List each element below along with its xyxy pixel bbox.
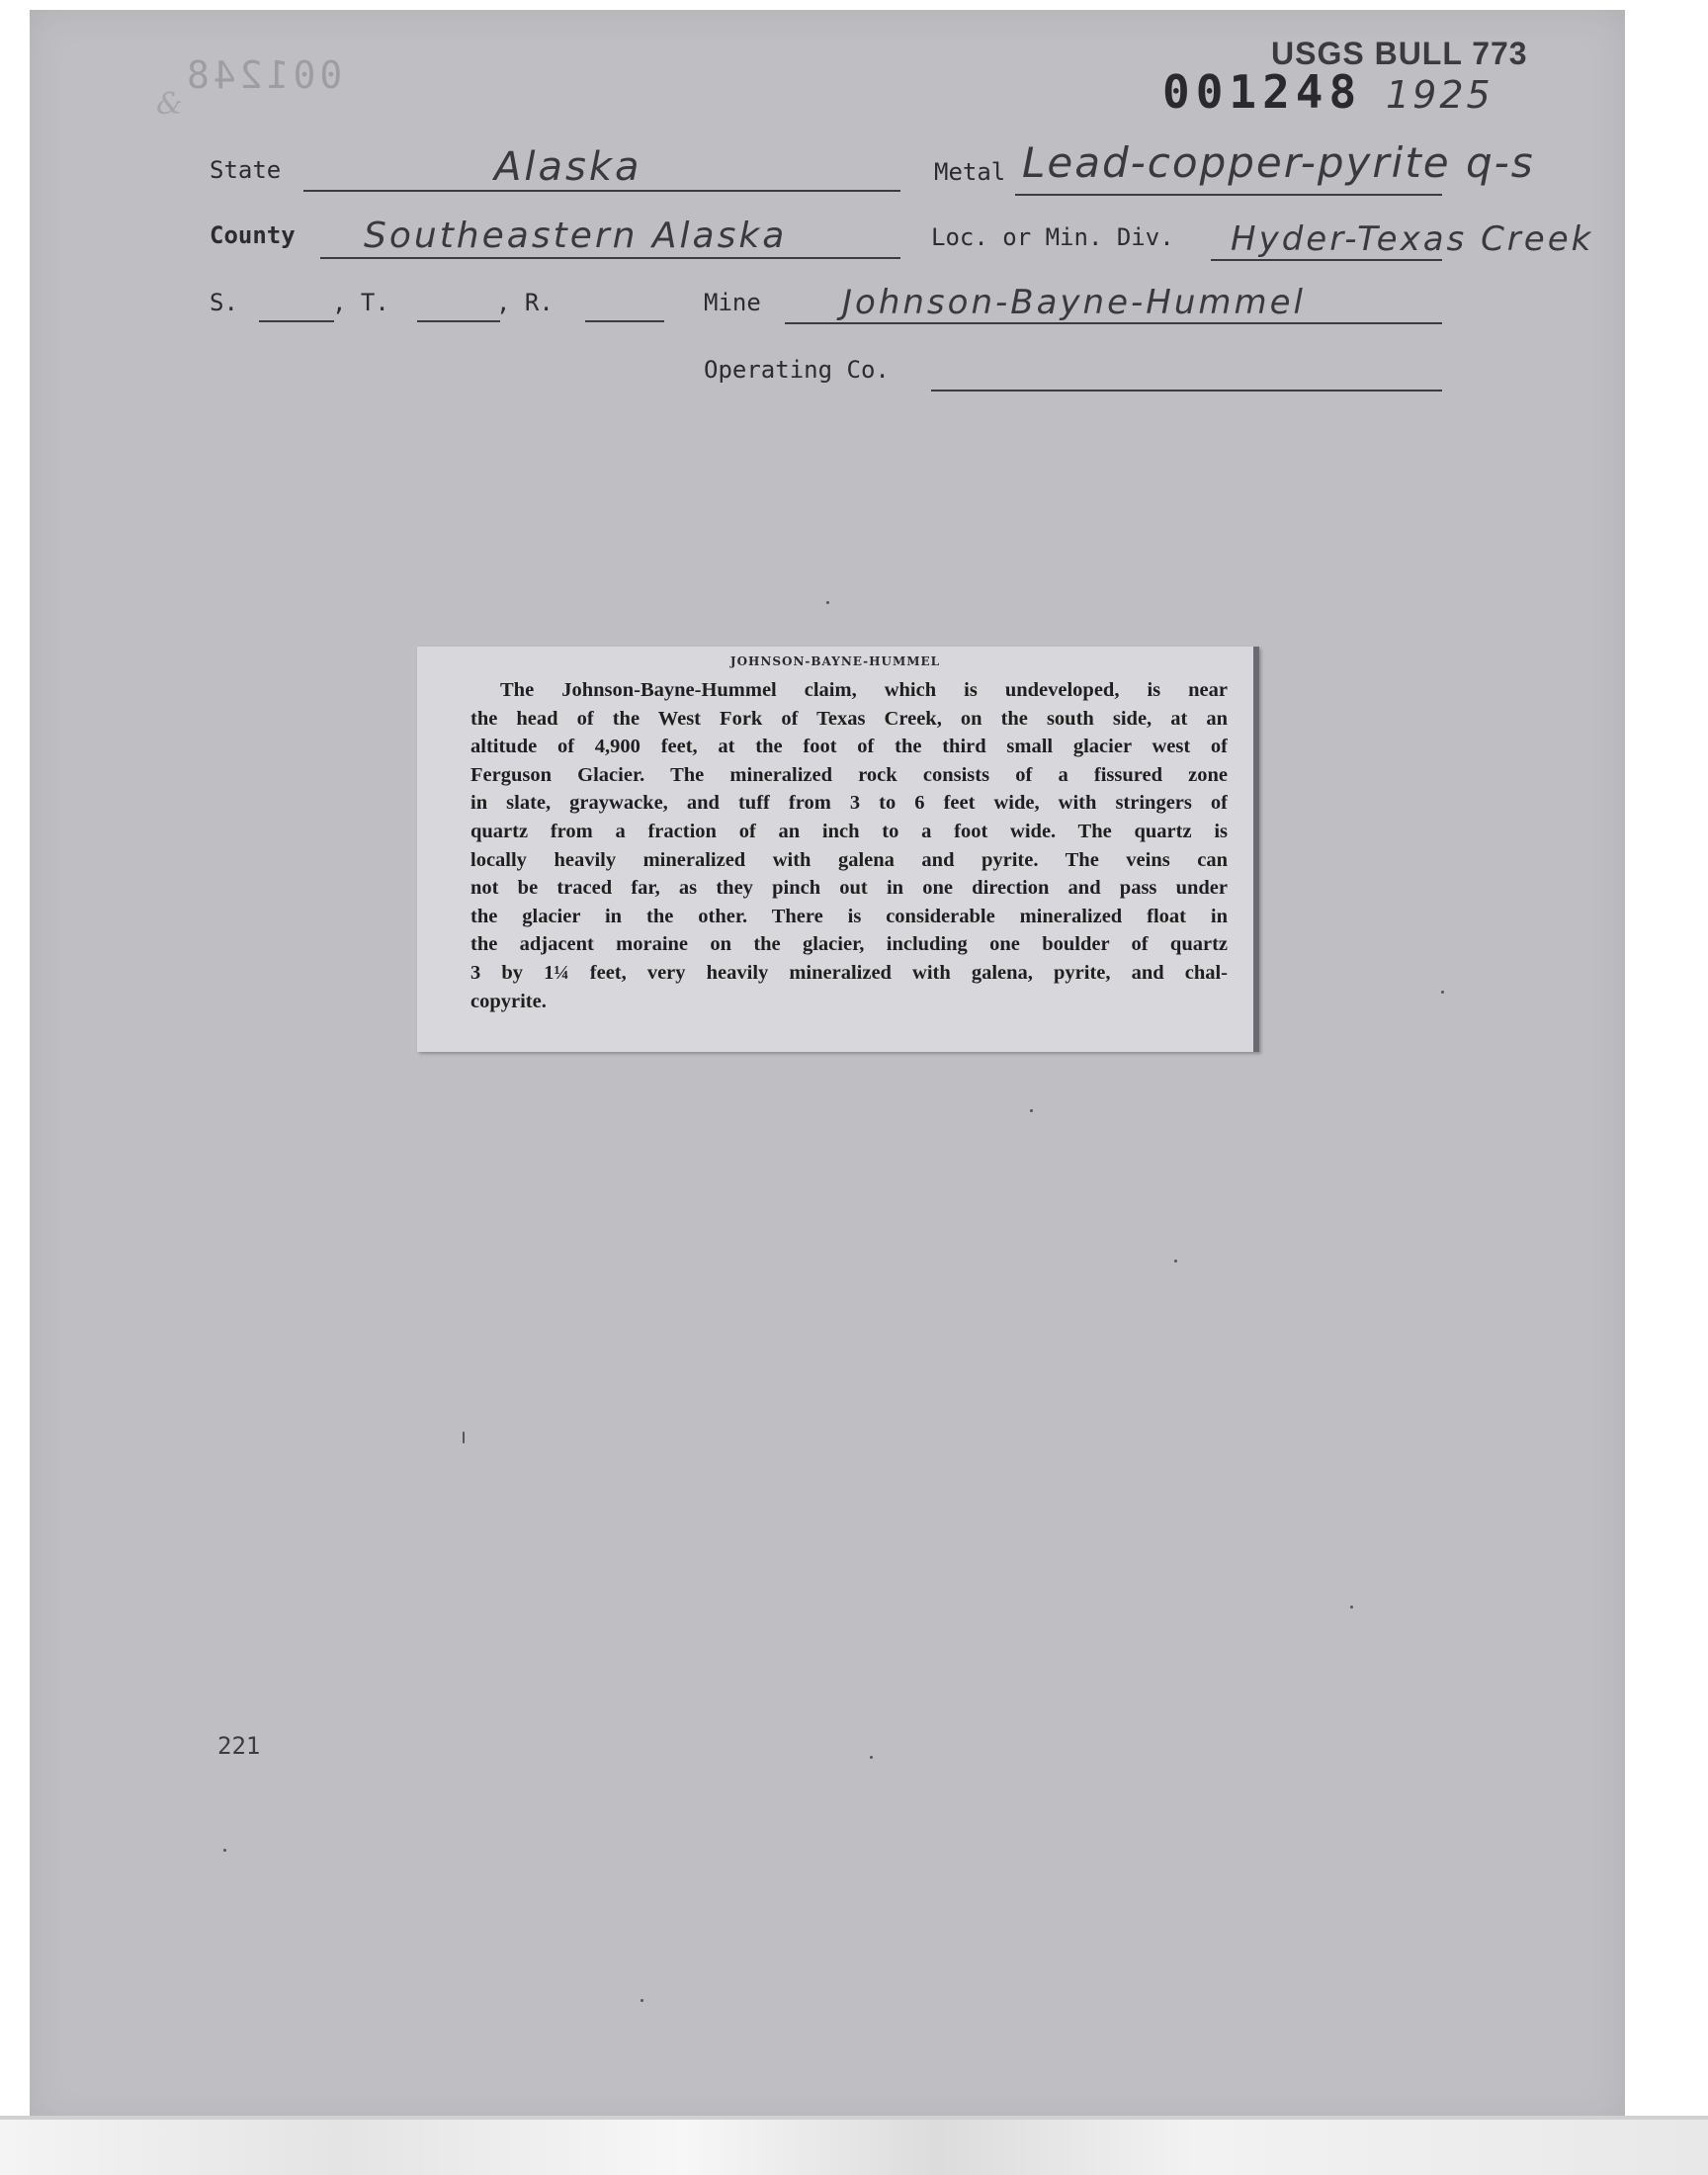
speck bbox=[223, 1849, 226, 1852]
operating-co-underline bbox=[931, 390, 1442, 392]
township-label: , T. bbox=[332, 289, 389, 316]
state-underline bbox=[303, 190, 900, 192]
mine-label: Mine bbox=[704, 289, 761, 316]
clipping-line: copyrite. bbox=[470, 990, 547, 1012]
township-underline bbox=[417, 320, 500, 322]
card-bottom-edge bbox=[0, 2116, 1708, 2120]
range-label: , R. bbox=[496, 289, 554, 316]
speck bbox=[1441, 991, 1444, 994]
clipping-line: The Johnson-Bayne-Hummel claim, which is undeveloped, is near bbox=[500, 679, 1228, 701]
loc-value: Hyder-Texas Creek bbox=[1231, 219, 1594, 259]
speck bbox=[1174, 1260, 1177, 1262]
speck bbox=[870, 1756, 873, 1759]
state-label: State bbox=[210, 156, 282, 184]
speck bbox=[640, 1999, 643, 2002]
loc-underline bbox=[1211, 259, 1442, 261]
range-underline bbox=[585, 320, 664, 322]
section-label: S. bbox=[210, 289, 238, 316]
operating-co-label: Operating Co. bbox=[704, 356, 890, 384]
handwritten-year: 1925 bbox=[1386, 73, 1494, 117]
clipping-line: the adjacent moraine on the glacier, including one boulder of quartz bbox=[470, 933, 1228, 956]
county-value: Southeastern Alaska bbox=[364, 216, 788, 256]
clipping-line: locally heavily mineralized with galena and pyrite. The veins can bbox=[470, 848, 1228, 871]
clipping-line: altitude of 4,900 feet, at the foot of the third small glacier west of bbox=[470, 736, 1228, 758]
clipping-line: the head of the West Fork of Texas Creek, on the south side, at an bbox=[470, 707, 1228, 730]
metal-value: Lead-copper-pyrite q-s bbox=[1022, 138, 1535, 187]
clipping-line: quartz from a fraction of an inch to a foot wide. The quartz is bbox=[470, 820, 1228, 842]
clipping-title: JOHNSON-BAYNE-HUMMEL bbox=[729, 654, 941, 668]
clipping-line: 3 by 1¼ feet, very heavily mineralized with galena, pyrite, and chal- bbox=[470, 961, 1228, 984]
county-label: County bbox=[210, 221, 296, 249]
clipping-line: not be traced far, as they pinch out in one direction and pass under bbox=[470, 877, 1228, 900]
speck bbox=[826, 601, 829, 604]
clipping-body bbox=[470, 676, 1228, 1015]
county-underline bbox=[320, 257, 900, 259]
index-card bbox=[30, 10, 1625, 2126]
section-underline bbox=[259, 320, 334, 322]
speck bbox=[1350, 1606, 1353, 1609]
serial-number: 001248 bbox=[1162, 65, 1363, 119]
faded-handwritten-mark: & bbox=[156, 87, 183, 122]
state-value: Alaska bbox=[494, 144, 642, 190]
pasted-clipping bbox=[417, 647, 1259, 1052]
metal-label: Metal bbox=[934, 158, 1006, 186]
clipping-line: Ferguson Glacier. The mineralized rock consists of a fissured zone bbox=[470, 763, 1228, 786]
speck bbox=[1030, 1109, 1033, 1112]
scanner-bottom-strip bbox=[0, 2116, 1708, 2175]
metal-underline bbox=[1015, 194, 1442, 196]
mine-value: Johnson-Bayne-Hummel bbox=[842, 283, 1306, 322]
clipping-line: in slate, graywacke, and tuff from 3 to 6 feet wide, with stringers of bbox=[470, 792, 1228, 815]
clipping-line: the glacier in the other. There is considerable mineralized float in bbox=[470, 905, 1228, 927]
page-number: 221 bbox=[217, 1732, 261, 1760]
faded-serial-number: 001248 bbox=[183, 53, 343, 97]
speck bbox=[463, 1432, 465, 1443]
loc-label: Loc. or Min. Div. bbox=[931, 223, 1174, 251]
mine-underline bbox=[785, 322, 1442, 324]
bulletin-reference: USGS BULL 773 bbox=[1271, 36, 1528, 71]
